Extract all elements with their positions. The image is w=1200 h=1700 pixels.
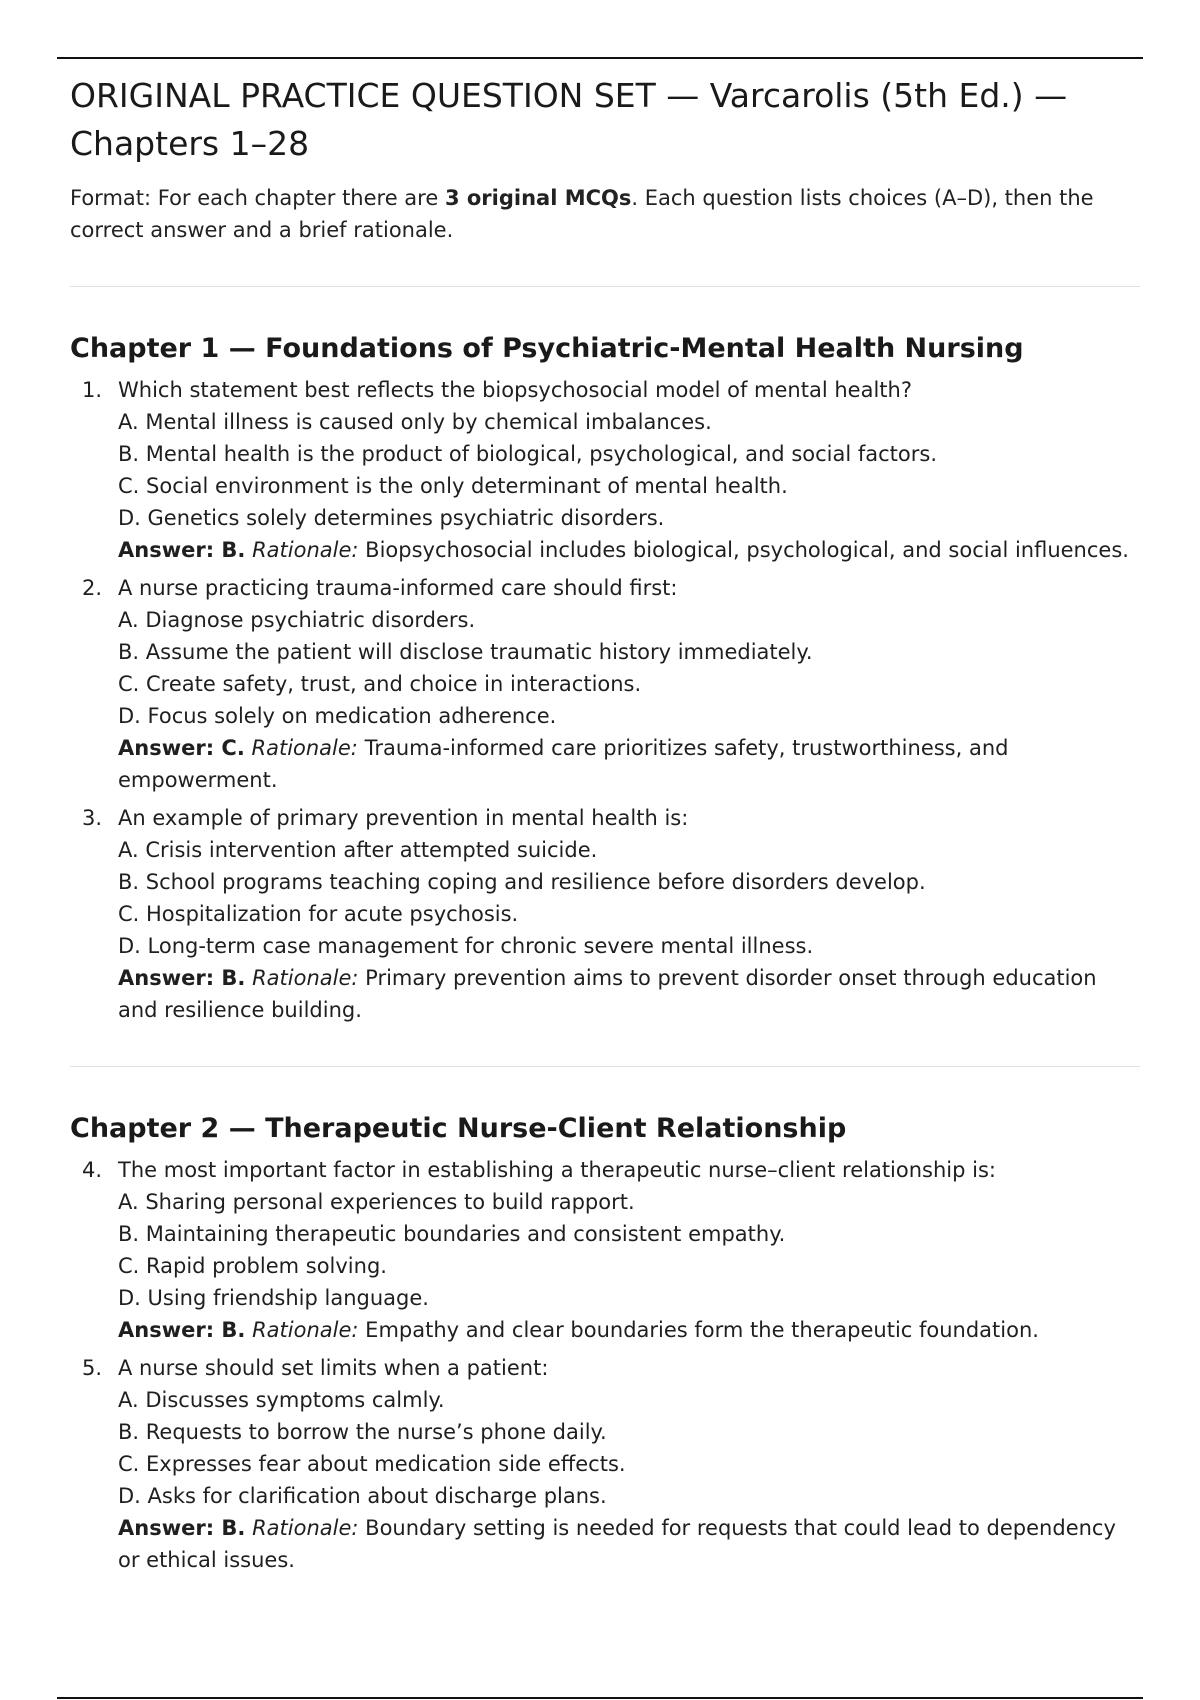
choice-c: C. Hospitalization for acute psychosis.: [118, 902, 519, 926]
question-stem: An example of primary prevention in mental health is:: [118, 806, 689, 830]
answer-label: Answer: B.: [118, 538, 246, 562]
question-stem: A nurse practicing trauma-informed care should first:: [118, 576, 678, 600]
section-divider: [70, 1066, 1140, 1067]
rationale-text: Trauma-informed care prioritizes safety, trustworthiness, and empowerment.: [118, 736, 1009, 792]
rationale-label: Rationale:: [252, 1318, 359, 1342]
question-number: 1.: [82, 378, 103, 402]
question-number: 3.: [82, 806, 103, 830]
choice-c: C. Create safety, trust, and choice in interactions.: [118, 672, 642, 696]
answer-label: Answer: B.: [118, 1516, 246, 1540]
choice-a: A. Crisis intervention after attempted suicide.: [118, 838, 598, 862]
answer-line: [118, 732, 1140, 796]
choice-a: A. Diagnose psychiatric disorders.: [118, 608, 476, 632]
choice-a: A. Mental illness is caused only by chemical imbalances.: [118, 410, 712, 434]
choice-c: C. Expresses fear about medication side effects.: [118, 1452, 626, 1476]
question-number: 2.: [82, 576, 103, 600]
choice-d: D. Using friendship language.: [118, 1286, 429, 1310]
document-page: [70, 72, 1140, 1582]
intro-suffix: . Each question lists choices (A–D), then the correct answer and a brief rationale.: [70, 186, 1094, 242]
question-stem: Which statement best reflects the biopsychosocial model of mental health?: [118, 378, 912, 402]
choice-d: D. Genetics solely determines psychiatric disorders.: [118, 506, 665, 530]
question-number: 4.: [82, 1158, 103, 1182]
document-title: ORIGINAL PRACTICE QUESTION SET — Varcarolis (5th Ed.) — Chapters 1–28: [70, 76, 1068, 163]
question-item: [70, 1154, 1140, 1346]
chapter-1-section: [70, 331, 1140, 1026]
rationale-text: Biopsychosocial includes biological, psychological, and social influences.: [365, 538, 1129, 562]
rationale-text: Primary prevention aims to prevent disorder onset through education and resilience building.: [118, 966, 1097, 1022]
chapter-2-section: [70, 1111, 1140, 1576]
choice-c: C. Social environment is the only determinant of mental health.: [118, 474, 788, 498]
answer-line: [118, 1314, 1140, 1346]
chapter-heading: Chapter 2 — Therapeutic Nurse-Client Relationship: [70, 1113, 847, 1144]
rationale-text: Boundary setting is needed for requests that could lead to dependency or ethical issues.: [118, 1516, 1116, 1572]
answer-line: [118, 962, 1140, 1026]
intro-prefix: Format: For each chapter there are: [70, 186, 445, 210]
choice-b: B. School programs teaching coping and resilience before disorders develop.: [118, 870, 926, 894]
choice-a: A. Sharing personal experiences to build rapport.: [118, 1190, 635, 1214]
choice-a: A. Discusses symptoms calmly.: [118, 1388, 445, 1412]
rationale-text: Empathy and clear boundaries form the therapeutic foundation.: [365, 1318, 1039, 1342]
chapter-heading: Chapter 1 — Foundations of Psychiatric-Mental Health Nursing: [70, 333, 1024, 364]
bottom-rule: [57, 1697, 1143, 1699]
choice-b: B. Assume the patient will disclose traumatic history immediately.: [118, 640, 813, 664]
answer-label: Answer: C.: [118, 736, 245, 760]
choice-d: D. Long-term case management for chronic severe mental illness.: [118, 934, 814, 958]
answer-line: [118, 1512, 1140, 1576]
format-intro: [70, 182, 1140, 246]
intro-bold: 3 original MCQs: [444, 186, 632, 210]
rationale-label: Rationale:: [252, 538, 359, 562]
answer-label: Answer: B.: [118, 1318, 246, 1342]
choice-c: C. Rapid problem solving.: [118, 1254, 387, 1278]
question-item: [70, 1352, 1140, 1576]
question-item: [70, 374, 1140, 566]
question-stem: The most important factor in establishing a therapeutic nurse–client relationship is:: [118, 1158, 996, 1182]
question-item: [70, 572, 1140, 796]
rationale-label: Rationale:: [251, 736, 358, 760]
choice-b: B. Requests to borrow the nurse’s phone daily.: [118, 1420, 607, 1444]
top-rule: [57, 57, 1143, 59]
question-stem: A nurse should set limits when a patient:: [118, 1356, 549, 1380]
choice-b: B. Maintaining therapeutic boundaries and consistent empathy.: [118, 1222, 786, 1246]
choice-b: B. Mental health is the product of biological, psychological, and social factors.: [118, 442, 937, 466]
section-divider: [70, 286, 1140, 287]
question-item: [70, 802, 1140, 1026]
choice-d: D. Focus solely on medication adherence.: [118, 704, 557, 728]
question-number: 5.: [82, 1356, 103, 1380]
choice-d: D. Asks for clarification about discharge plans.: [118, 1484, 607, 1508]
answer-label: Answer: B.: [118, 966, 246, 990]
rationale-label: Rationale:: [252, 1516, 359, 1540]
answer-line: [118, 534, 1140, 566]
rationale-label: Rationale:: [252, 966, 359, 990]
